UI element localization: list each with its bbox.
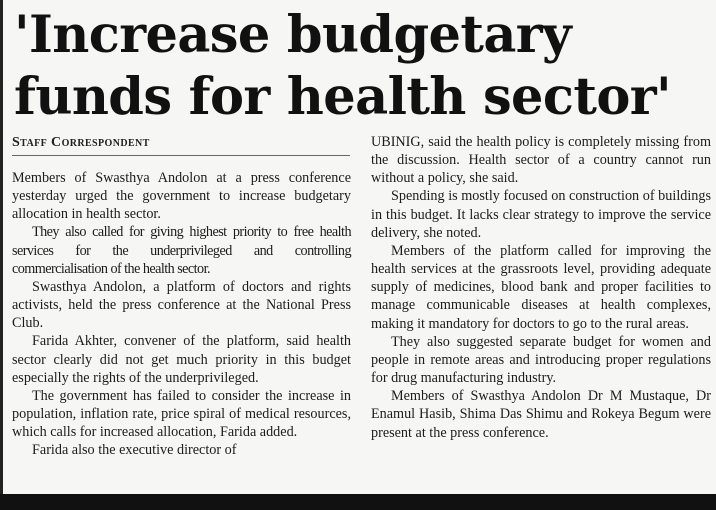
article-paragraph: Swasthya Andolon, a platform of doctors and rights activists, held the press conference at the National Press Club. [12, 278, 351, 332]
article-paragraph: Members of Swasthya Andolon at a press conference yesterday urged the government to increase budgetary allocation in health sector. [12, 170, 351, 223]
article-byline: Staff Correspondent [12, 135, 150, 150]
article-column-left [12, 169, 351, 460]
article-paragraph: Farida also the executive director of [32, 442, 237, 459]
byline-divider [12, 155, 350, 156]
article-paragraph: Members of Swasthya Andolon Dr M Mustaque, Dr Enamul Hasib, Shima Das Shimu and Rokeya Begum were present at the press conference. [371, 388, 711, 441]
article-paragraph: The government has failed to consider the increase in population, inflation rate, price spiral of medical resources, which calls for increased allocation, Farida added. [12, 387, 351, 441]
page-edge [0, 0, 3, 494]
page-bottom-border [0, 494, 716, 510]
article-paragraph: Farida Akhter, convener of the platform, said health sector clearly did not get much priority in this budget especially the rights of the underprivileged. [12, 333, 351, 386]
article-paragraph: Spending is mostly focused on construction of buildings in this budget. It lacks clear strategy to improve the service delivery, she noted. [371, 188, 711, 241]
article-paragraph: UBINIG, said the health policy is completely missing from the discussion. Health sector of a country cannot run without a policy, she said. [371, 134, 711, 187]
article-paragraph: They also called for giving highest priority to free health services for the underprivileged and controlling commercialisation of the health sector. [12, 224, 351, 277]
article-paragraph: They also suggested separate budget for women and people in remote areas and introducing proper regulations for drug manufacturing industry. [371, 333, 711, 387]
article-column-right [371, 133, 711, 442]
article-headline: 'Increase budgetary funds for health sector' [14, 5, 672, 127]
article-paragraph: Members of the platform called for improving the health services at the grassroots level, providing adequate supply of medicines, blood bank and proper facilities to manage communicable diseases at health complexes, making it mandatory for doctors to go to the rural areas. [371, 242, 711, 332]
